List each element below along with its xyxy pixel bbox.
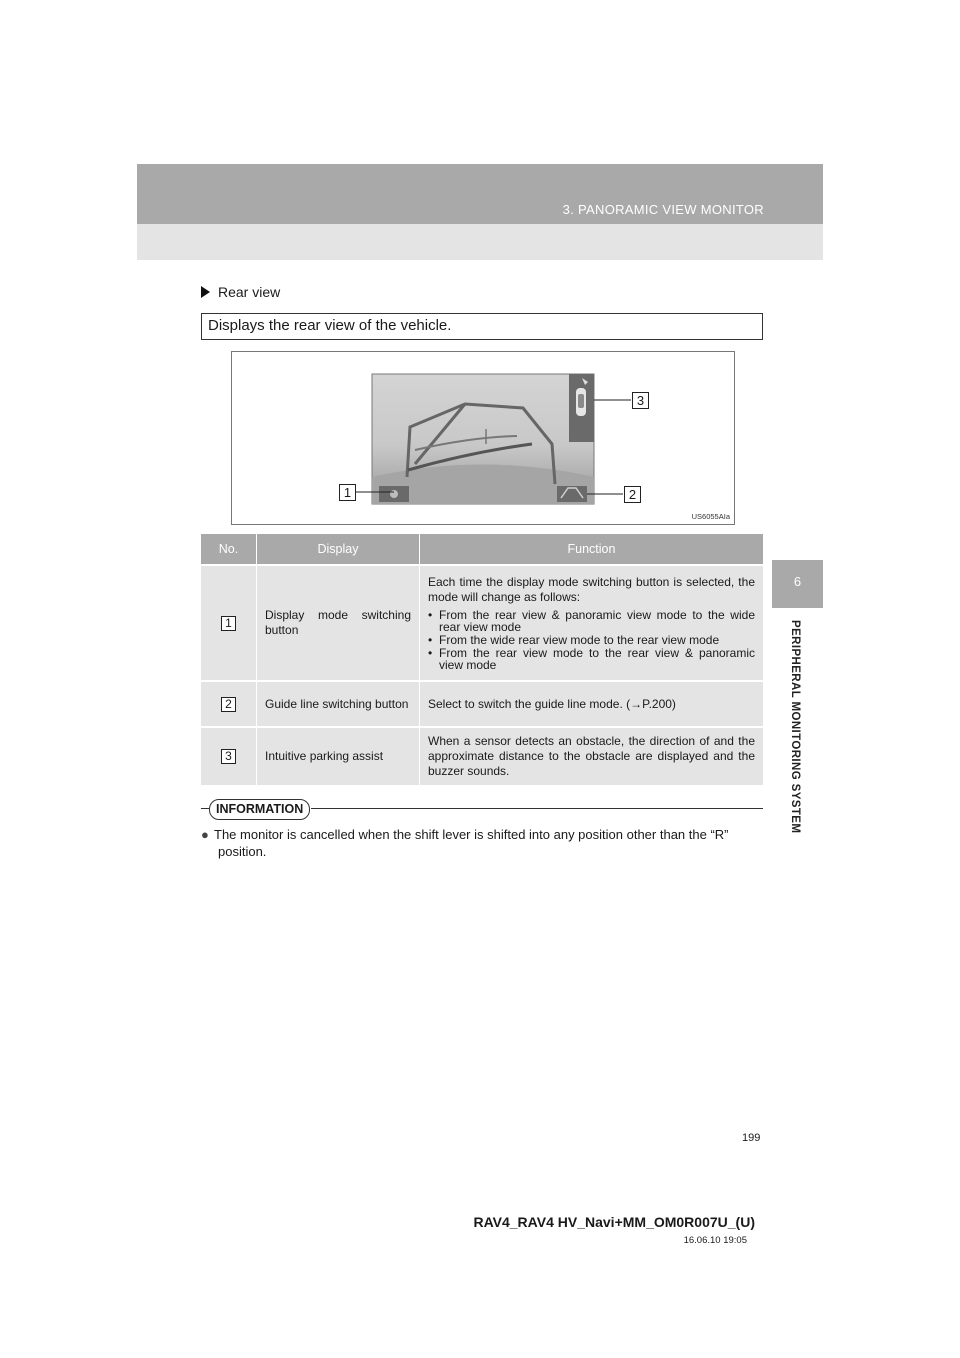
triangle-bullet-icon (201, 286, 210, 298)
page-number: 199 (742, 1132, 761, 1144)
col-header-no: No. (201, 534, 257, 565)
list-item: • From the rear view & panoramic view mode to the wide rear view mode (428, 609, 755, 633)
display-cell: Intuitive parking assist (257, 727, 420, 785)
information-item (201, 826, 763, 843)
function-intro: Each time the display mode switching button is selected, the mode will change as follows: (428, 574, 755, 604)
table-row (201, 681, 763, 727)
section-heading (201, 284, 280, 300)
table-row (201, 565, 763, 681)
row-number-cell (201, 565, 257, 681)
section-heading-text: Rear view (218, 284, 281, 300)
table-row (201, 727, 763, 785)
document-id: RAV4_RAV4 HV_Navi+MM_OM0R007U_(U) (473, 1214, 755, 1230)
list-item: • From the wide rear view mode to the rear view mode (428, 634, 755, 646)
function-cell (420, 565, 764, 681)
display-cell: Display mode switching button (257, 565, 420, 681)
function-cell: When a sensor detects an obstacle, the direction of and the approximate distance to the obstacle are displayed and the buzzer sounds. (420, 727, 764, 785)
mode-list (428, 609, 755, 671)
row-number: 1 (221, 616, 236, 631)
timestamp: 16.06.10 19:05 (683, 1235, 747, 1246)
row-number-cell (201, 681, 257, 727)
information-line-2: position. (218, 844, 267, 859)
col-header-function: Function (420, 534, 764, 565)
rear-view-illustration (231, 351, 735, 525)
information-tag: INFORMATION (209, 799, 310, 820)
figure-code: US6055AIa (691, 512, 730, 521)
information-line-1: The monitor is cancelled when the shift lever is shifted into any position other than the “R” (214, 827, 729, 842)
circle-bullet-icon: ● (201, 827, 209, 842)
function-cell: Select to switch the guide line mode. (→P.200) (420, 681, 764, 727)
information-rule-right (311, 808, 763, 809)
description-box (201, 313, 763, 340)
callout-3: 3 (632, 392, 649, 409)
row-number: 2 (221, 697, 236, 712)
side-chapter-title: PERIPHERAL MONITORING SYSTEM (789, 620, 801, 834)
information-text (201, 826, 763, 860)
function-table (201, 534, 763, 785)
row-number: 3 (221, 749, 236, 764)
chapter-title: 3. PANORAMIC VIEW MONITOR (562, 202, 764, 217)
chapter-number: 6 (793, 574, 802, 589)
col-header-display: Display (257, 534, 420, 565)
list-item: • From the rear view mode to the rear view & panoramic view mode (428, 647, 755, 671)
row-number-cell (201, 727, 257, 785)
table-header-row (201, 534, 763, 565)
information-rule-left (201, 808, 209, 809)
display-cell: Guide line switching button (257, 681, 420, 727)
rear-view-screen-drawing (232, 352, 734, 524)
callout-1: 1 (339, 484, 356, 501)
header-subband (137, 224, 823, 260)
description-text: Displays the rear view of the vehicle. (208, 317, 452, 334)
callout-2: 2 (624, 486, 641, 503)
